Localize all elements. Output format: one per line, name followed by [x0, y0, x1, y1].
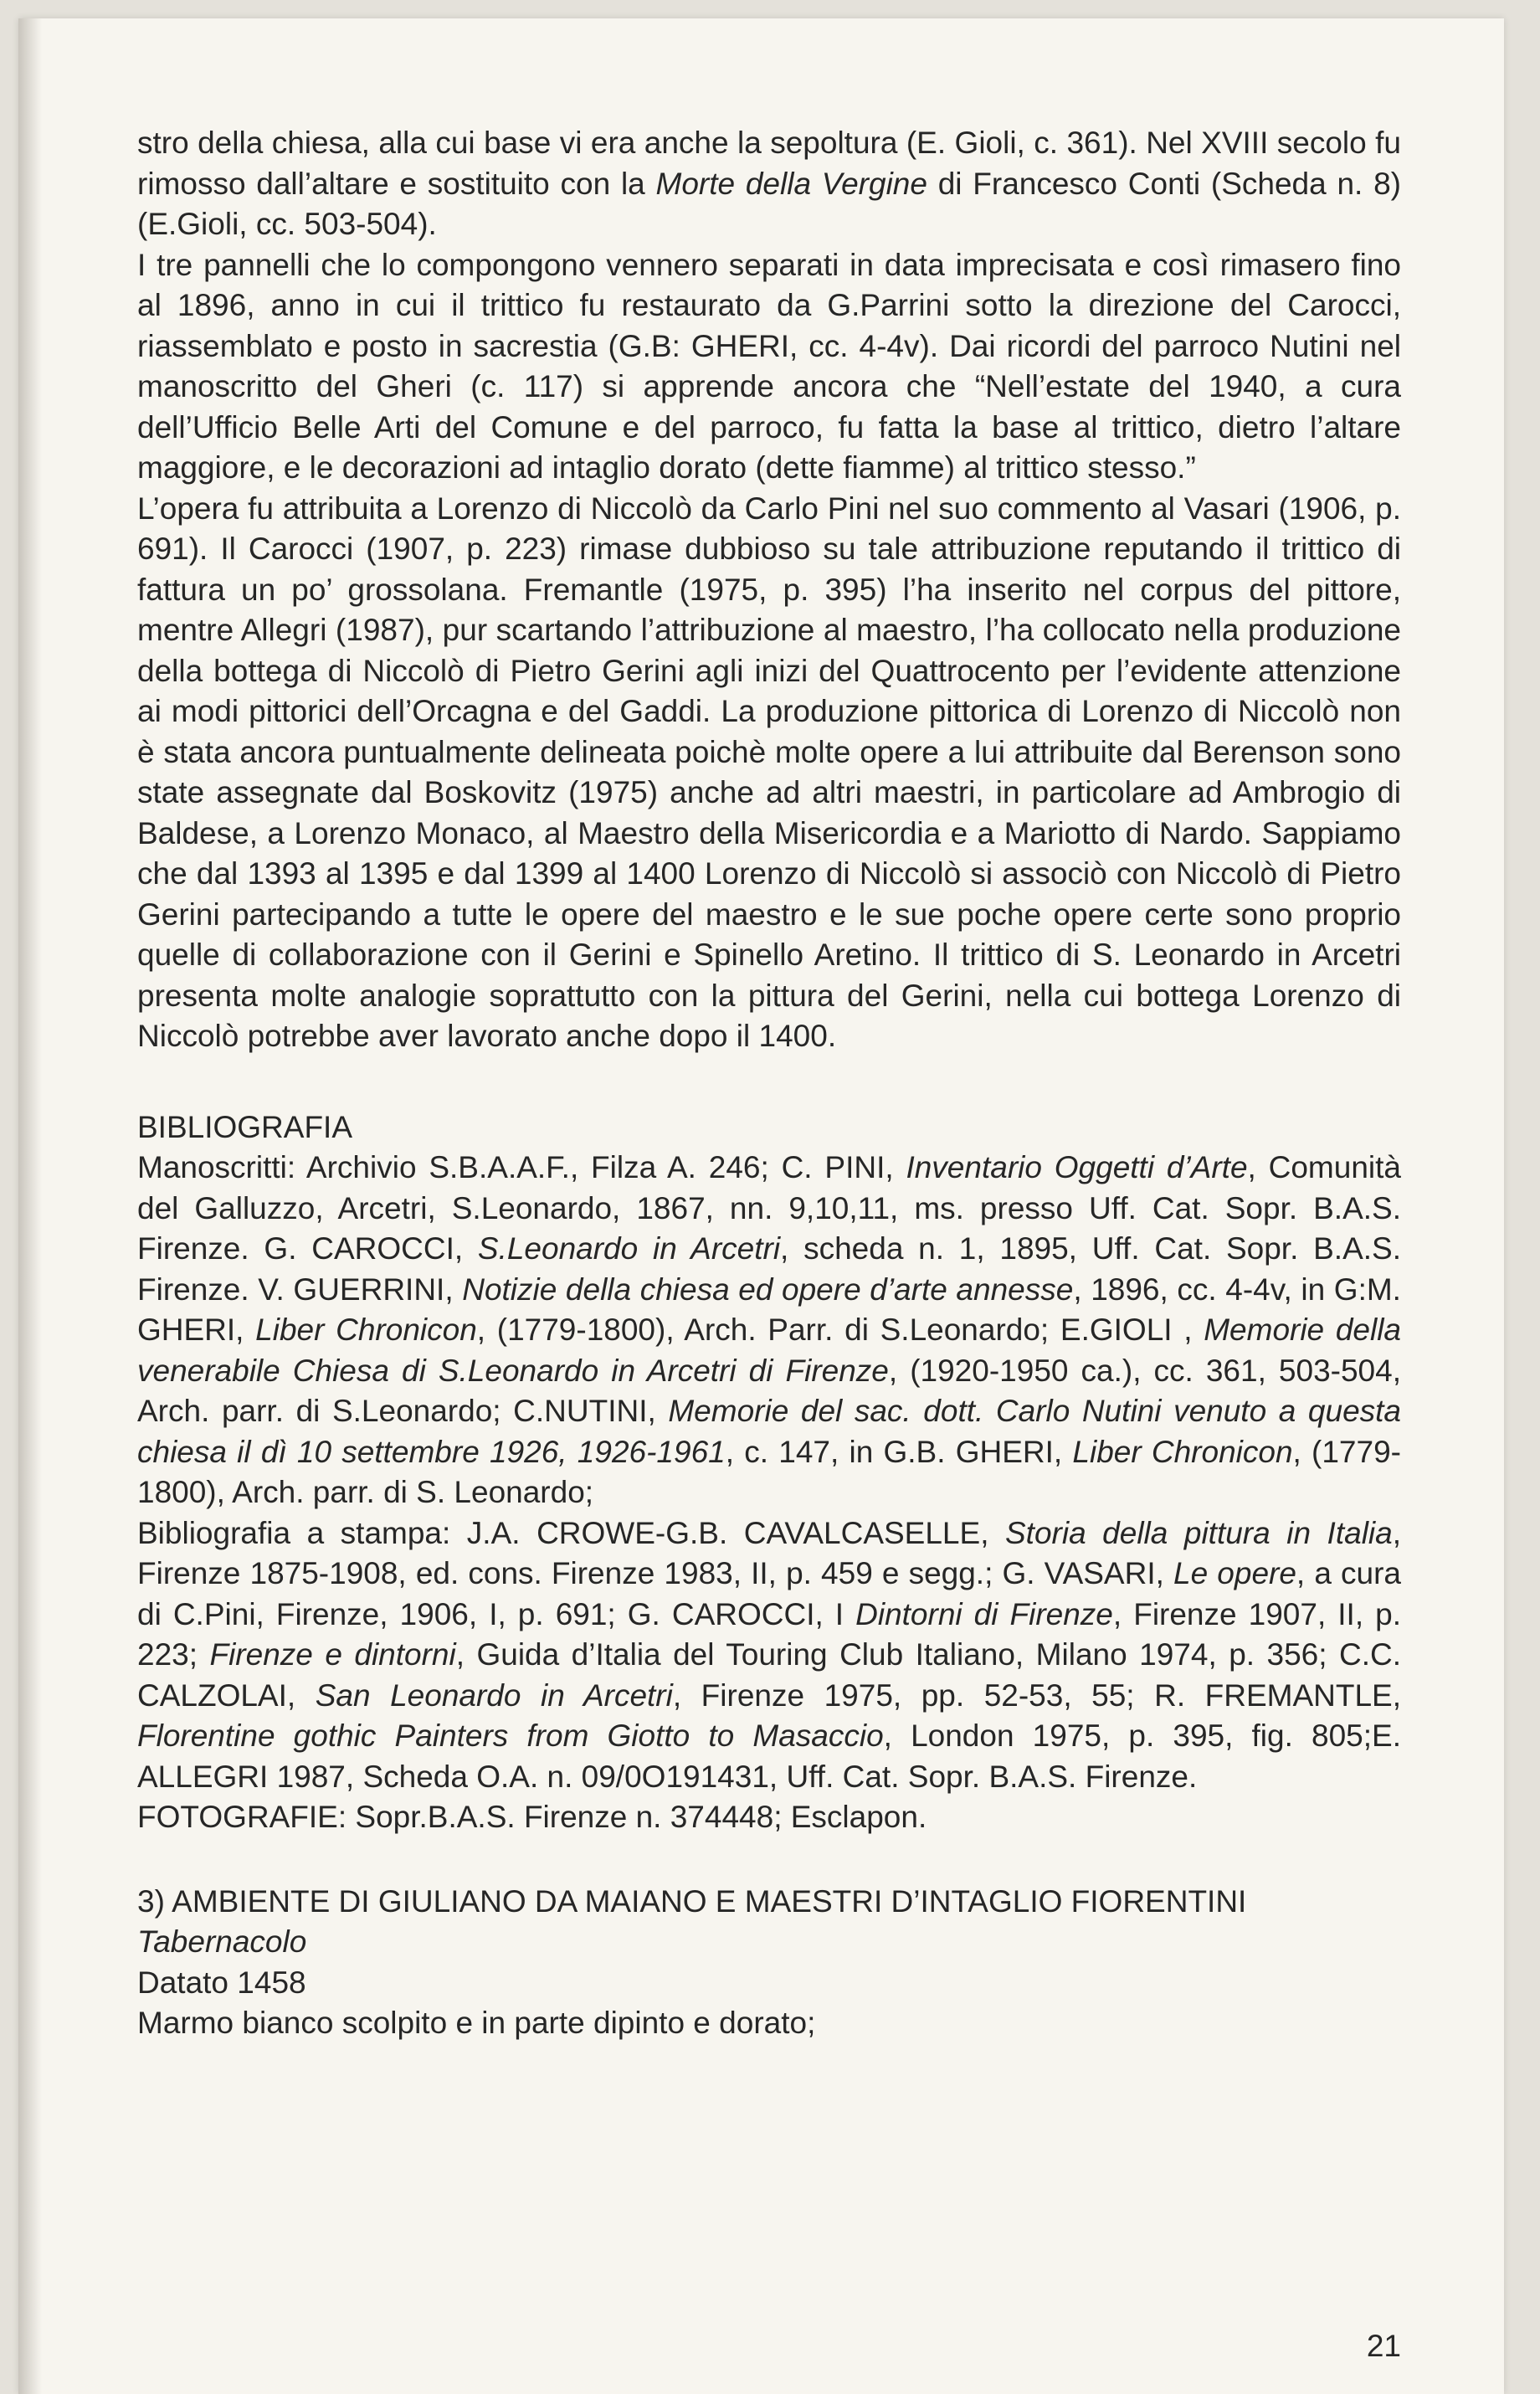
- italic-title: Inventario Oggetti d’Arte: [906, 1150, 1248, 1184]
- entry-title: 3) AMBIENTE DI GIULIANO DA MAIANO E MAESTRI D’INTAGLIO FIORENTINI: [137, 1883, 1247, 1919]
- page-number: 21: [1366, 2329, 1401, 2363]
- text-run: L’opera fu attribuita a Lorenzo di Niccolò da Carlo Pini nel suo commento al Vasari (1906, p. 691). Il Carocci (1907, p. 223) rimase dubbioso su tale attribuzione reputando il trittico di fattura un po’ grossolana. Fremantle (1975, p. 395) l’ha inserito nel corpus del pittore, mentre Allegri (1987), pur scartando l’attribuzione al maestro, l’ha collocato nella produzione della bottega di Niccolò di Pietro Gerini agli inizi del Quattrocento per l’evidente attenzione ai modi pittorici dell’Orcagna e del Gaddi. La produzione pittorica di Lorenzo di Niccolò non è stata ancora puntualmente delineata poichè molte opere a lui attribuite dal Berenson sono state assegnate dal Boskovitz (1975) anche ad altri maestri, in particolare ad Ambrogio di Baldese, a Lorenzo Monaco, al Maestro della Misericordia e a Mariotto di Nardo. Sappiamo che dal 1393 al 1395 e dal 1399 al 1400 Lorenzo di Niccolò si associò con Niccolò di Pietro Gerini partecipando a tutte le opere del maestro e le sue poche opere certe sono proprio quelle di collaborazione con il Gerini e Spinello Aretino. Il trittico di S. Leonardo in Arcetri presenta molte analogie soprattutto con la pittura del Gerini, nella cui bottega Lorenzo di Niccolò potrebbe aver lavorato anche dopo il 1400.: [137, 491, 1401, 1053]
- italic-title: Memorie della venerabile Chiesa di S.Leonardo in Arcetri di Firenze: [137, 1313, 1401, 1388]
- text-run: Bibliografia a stampa: J.A. CROWE-G.B. CAVALCASELLE,: [137, 1515, 1005, 1550]
- text-run: di Francesco Conti (Scheda n. 8) (E.Gioli, cc. 503-504).: [137, 166, 1401, 241]
- italic-title: Storia della pittura in Italia: [1005, 1515, 1393, 1550]
- text-run: , a cura di C.Pini, Firenze, 1906, I, p. 691; G. CAROCCI, I: [137, 1556, 1401, 1631]
- body-paragraph: [137, 489, 1401, 1057]
- page-content: [137, 123, 1401, 2044]
- text-run: , (1920-1950 ca.), cc. 361, 503-504, Arch. parr. di S.Leonardo; C.NUTINI,: [137, 1353, 1401, 1428]
- body-paragraph: [137, 245, 1401, 489]
- italic-title: Memorie del sac. dott. Carlo Nutini venuto a questa chiesa il dì 10 settembre 1926, 1926-1961: [137, 1394, 1402, 1469]
- italic-title: S.Leonardo in Arcetri: [477, 1231, 781, 1266]
- text-run: , Firenze 1975, pp. 52-53, 55; R. FREMANTLE,: [672, 1677, 1402, 1713]
- spacer: [137, 1838, 1401, 1882]
- text-run: , c. 147, in G.B. GHERI,: [725, 1434, 1073, 1469]
- text-run: , 1896, cc. 4-4v, in G:M. GHERI,: [137, 1271, 1401, 1347]
- entry-subject-text: Tabernacolo: [137, 1924, 307, 1959]
- spacer: [137, 1057, 1401, 1107]
- text-run: , Firenze 1907, II, p. 223;: [137, 1596, 1402, 1672]
- italic-title: Dintorni di Firenze: [855, 1596, 1113, 1631]
- italic-title: Liber Chronicon: [255, 1313, 477, 1347]
- text-run: , (1779-1800), Arch. parr. di S. Leonardo;: [137, 1434, 1401, 1509]
- document-page: [18, 18, 1504, 2394]
- entry-date: Datato 1458: [137, 1965, 306, 2000]
- italic-title: Le opere: [1173, 1556, 1296, 1590]
- text-run: , Comunità del Galluzzo, Arcetri, S.Leonardo, 1867, nn. 9,10,11, ms. presso Uff. Cat. Sopr. B.A.S. Firenze. G. CAROCCI,: [137, 1150, 1401, 1266]
- italic-title: Liber Chronicon: [1072, 1434, 1293, 1469]
- text-run: , Firenze 1875-1908, ed. cons. Firenze 1983, II, p. 459 e segg.; G. VASARI,: [137, 1515, 1401, 1590]
- text-run: , (1779-1800), Arch. Parr. di S.Leonardo; E.GIOLI ,: [476, 1313, 1204, 1347]
- text-run: stro della chiesa, alla cui base vi era anche la sepoltura (E. Gioli, c. 361). Nel XVIII secolo fu rimosso dall’altare e sostituito con la: [137, 126, 1401, 201]
- italic-title: San Leonardo in Arcetri: [315, 1677, 673, 1713]
- text-run: I tre pannelli che lo compongono vennero separati in data imprecisata e così rimasero fino al 1896, anno in cui il trittico fu restaurato da G.Parrini sotto la direzione del Carocci, riassemblato e posto in sacrestia (G.B: GHERI, cc. 4-4v). Dai ricordi del parroco Nutini nel manoscritto del Gheri (c. 117) si apprende ancora che “Nell’estate del 1940, a cura dell’Ufficio Belle Arti del Comune e del parroco, fu fatta la base al trittico, dietro l’altare maggiore, e le decorazioni ad intaglio dorato (dette fiamme) al trittico stesso.”: [137, 247, 1401, 485]
- bibliography-manuscripts: [137, 1148, 1401, 1513]
- body-paragraph: [137, 123, 1401, 245]
- entry-subject: [137, 1922, 1401, 1963]
- italic-title: Notizie della chiesa ed opere d’arte annesse: [462, 1271, 1074, 1307]
- italic-title: Florentine gothic Painters from Giotto to Masaccio: [137, 1718, 884, 1753]
- bibliography-heading: BIBLIOGRAFIA: [137, 1109, 353, 1144]
- italic-title: Morte della Vergine: [655, 166, 927, 201]
- text-run: , London 1975, p. 395, fig. 805;E. ALLEGRI 1987, Scheda O.A. n. 09/0O191431, Uff. Cat. Sopr. B.A.S. Firenze.: [137, 1718, 1401, 1794]
- text-run: , scheda n. 1, 1895, Uff. Cat. Sopr. B.A.S. Firenze. V. GUERRINI,: [137, 1231, 1401, 1307]
- text-run: Manoscritti: Archivio S.B.A.A.F., Filza A. 246; C. PINI,: [137, 1150, 906, 1184]
- bibliography-printed: [137, 1513, 1401, 1798]
- text-run: , Guida d’Italia del Touring Club Italiano, Milano 1974, p. 356; C.C. CALZOLAI,: [137, 1637, 1401, 1713]
- italic-title: Firenze e dintorni: [209, 1637, 456, 1672]
- bibliography-photos: FOTOGRAFIE: Sopr.B.A.S. Firenze n. 374448; Esclapon.: [137, 1800, 927, 1834]
- entry-material: Marmo bianco scolpito e in parte dipinto e dorato;: [137, 2006, 816, 2040]
